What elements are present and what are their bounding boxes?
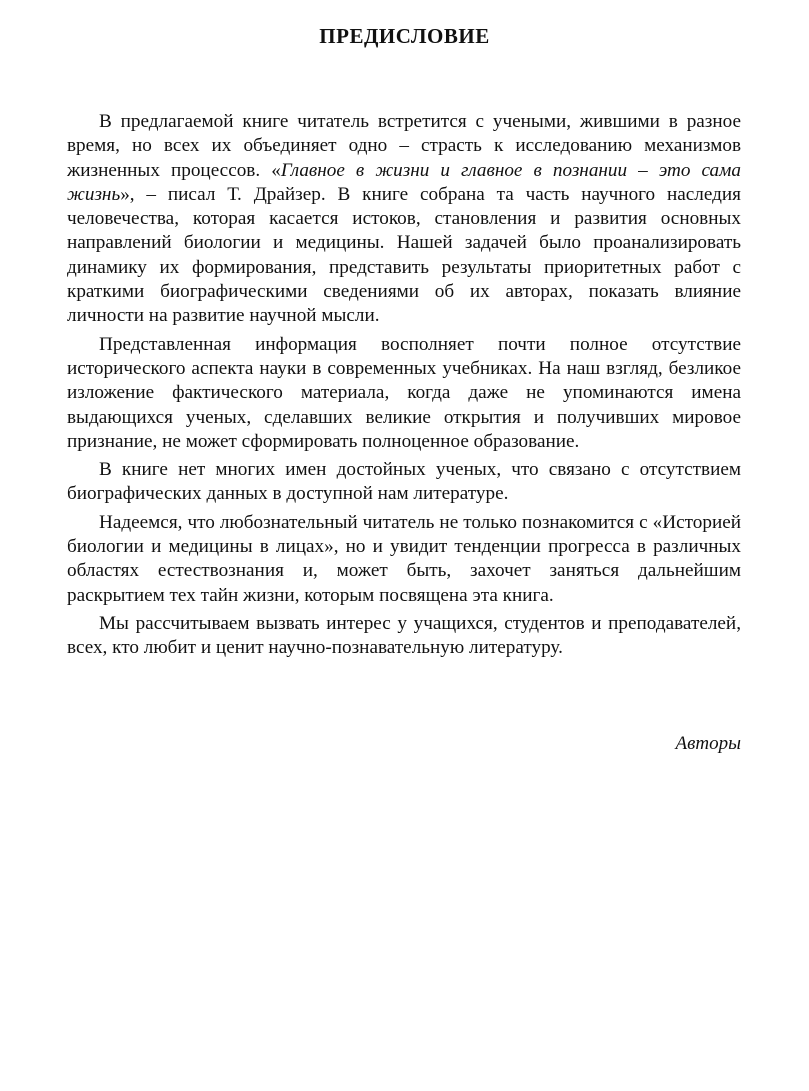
paragraph-4: Надеемся, что любознательный читатель не только познакомится с «Историей биологии и медицины в лицах», но и увидит тенденции прогресса в различных областях естествознания и, может быть, захочет заняться дальнейшим раскрытием тех тайн жизни, которым посвящена эта книга. — [67, 511, 741, 606]
preface-body — [67, 110, 741, 665]
paragraph-3: В книге нет многих имен достойных ученых, что связано с отсутствием биографических данных в доступной нам литературе. — [67, 459, 741, 505]
paragraph-5: Мы рассчитываем вызвать интерес у учащихся, студентов и преподавателей, всех, кто любит и ценит научно-познавательную литературу. — [67, 612, 741, 659]
paragraph-1-text-start: В предлагаемой книге читатель встретится с учеными, жившими в разное время, но всех их объединяет одно – страсть к исследованию механизмов жизненных процессов. « — [67, 111, 741, 181]
page-title: ПРЕДИСЛОВИЕ — [319, 24, 490, 48]
paragraph-2: Представленная информация восполняет почти полное отсутствие исторического аспекта науки в современных учебниках. На наш взгляд, безликое изложение фактического материала, когда даже не упоминаются имена выдающихся ученых, сделавших великие открытия и получивших мировое признание, не может сформировать полноценное образование. — [67, 333, 741, 452]
paragraph-1 — [67, 110, 741, 329]
signature: Авторы — [675, 733, 741, 754]
dreiser-quote: Главное в жизни и главное в познании – это сама жизнь — [67, 159, 741, 205]
paragraph-1-text-end: », – писал Т. Драйзер. В книге собрана та часть научного наследия человечества, которая касается истоков, становления и развития основных направлений биологии и медицины. Нашей задачей было проанализировать динамику их формирования, представить результаты приоритетных работ с краткими биографическими сведениями об их авторах, показать влияние личности на развитие научной мысли. — [67, 183, 741, 327]
